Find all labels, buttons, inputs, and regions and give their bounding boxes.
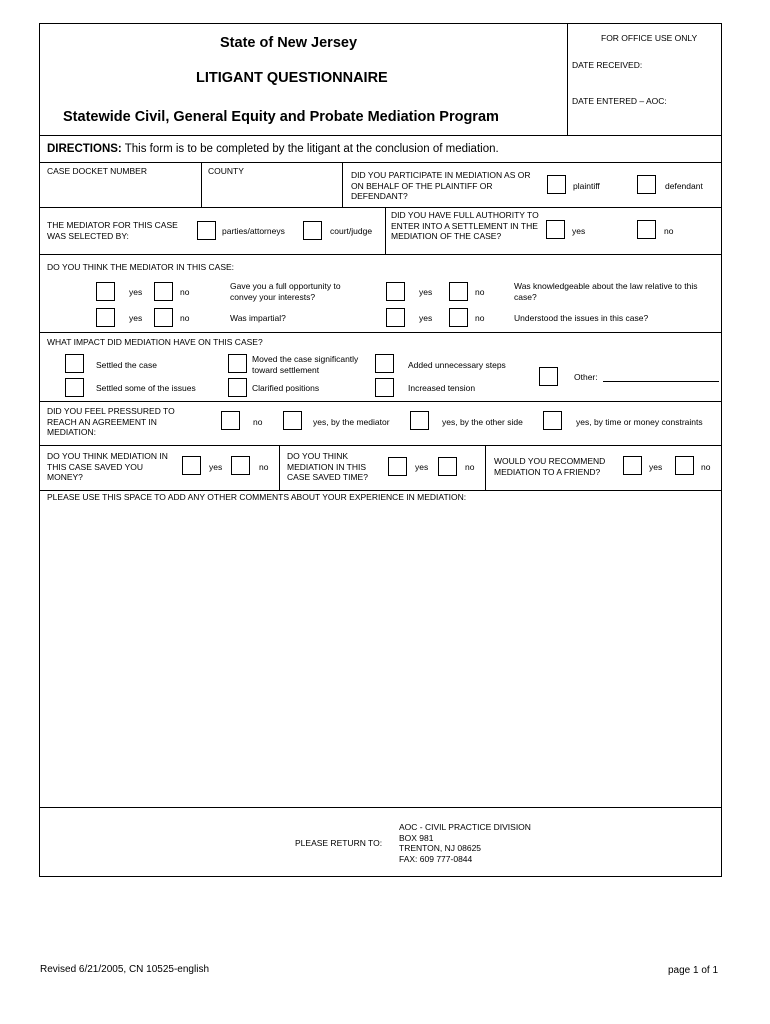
understood-yes-checkbox[interactable] (386, 308, 405, 327)
pressure-no-checkbox[interactable] (221, 411, 240, 430)
saved-money-no-label: no (259, 462, 269, 472)
recommend-no-checkbox[interactable] (675, 456, 694, 475)
no-label: no (475, 313, 485, 323)
divider (40, 135, 721, 136)
directions-label: DIRECTIONS: (47, 143, 122, 155)
no-label: no (180, 287, 190, 297)
pressure-mediator-checkbox[interactable] (283, 411, 302, 430)
directions-text: This form is to be completed by the litigant at the conclusion of mediation. (121, 143, 499, 155)
pressure-question: DID YOU FEEL PRESSURED TO REACH AN AGREEMENT IN MEDIATION: (47, 406, 175, 437)
recommend-no-label: no (701, 462, 711, 472)
divider (40, 401, 721, 402)
yes-label: yes (129, 287, 143, 297)
authority-no-label: no (664, 226, 674, 236)
recommend-question: WOULD YOU RECOMMEND MEDIATION TO A FRIEND? (494, 456, 606, 477)
case-docket-field[interactable] (44, 178, 195, 203)
divider (40, 207, 721, 208)
form-title: LITIGANT QUESTIONNAIRE (196, 70, 388, 86)
saved-time-yes-label: yes (415, 462, 429, 472)
office-divider (567, 24, 568, 135)
yes-label: yes (129, 313, 143, 323)
pressure-mediator-label: yes, by the mediator (313, 417, 390, 427)
settled-case-label: Settled the case (96, 360, 157, 370)
directions (47, 143, 499, 155)
return-line-4: FAX: 609 777-0844 (399, 853, 473, 864)
knowledgeable-no-checkbox[interactable] (449, 282, 468, 301)
saved-time-question: DO YOU THINK MEDIATION IN THIS CASE SAVED TIME? (287, 451, 368, 482)
settled-case-checkbox[interactable] (65, 354, 84, 373)
program-title: Statewide Civil, General Equity and Probate Mediation Program (63, 109, 499, 125)
return-address (399, 822, 531, 864)
moved-case-label: Moved the case significantly toward settlement (252, 354, 359, 375)
participate-question: DID YOU PARTICIPATE IN MEDIATION AS OR ON BEHALF OF THE PLAINTIFF OR DEFENDANT? (351, 170, 531, 201)
saved-time-no-checkbox[interactable] (438, 457, 457, 476)
plaintiff-label: plaintiff (573, 181, 600, 191)
pressure-constraints-label: yes, by time or money constraints (576, 417, 703, 427)
return-line-3: TRENTON, NJ 08625 (399, 843, 482, 853)
full-opportunity-yes-checkbox[interactable] (96, 282, 115, 301)
defendant-label: defendant (665, 181, 703, 191)
settled-some-checkbox[interactable] (65, 378, 84, 397)
county-label: COUNTY (208, 166, 244, 176)
questionnaire-form (39, 23, 722, 877)
clarified-positions-checkbox[interactable] (228, 378, 247, 397)
full-opportunity-no-checkbox[interactable] (154, 282, 173, 301)
divider (40, 162, 721, 163)
court-judge-label: court/judge (330, 226, 373, 236)
authority-yes-label: yes (572, 226, 586, 236)
date-received-label: DATE RECEIVED: (572, 60, 643, 70)
page-number: page 1 of 1 (668, 965, 719, 976)
pressure-no-label: no (253, 417, 263, 427)
parties-attorneys-label: parties/attorneys (222, 226, 285, 236)
moved-case-checkbox[interactable] (228, 354, 247, 373)
other-impact-field[interactable] (603, 381, 719, 382)
saved-money-no-checkbox[interactable] (231, 456, 250, 475)
yes-label: yes (419, 287, 433, 297)
defendant-checkbox[interactable] (637, 175, 656, 194)
understood-question: Understood the issues in this case? (514, 313, 649, 323)
no-label: no (180, 313, 190, 323)
divider (279, 445, 280, 490)
no-label: no (475, 287, 485, 297)
divider (40, 490, 721, 491)
understood-no-checkbox[interactable] (449, 308, 468, 327)
saved-time-yes-checkbox[interactable] (388, 457, 407, 476)
pressure-other-side-checkbox[interactable] (410, 411, 429, 430)
authority-yes-checkbox[interactable] (546, 220, 565, 239)
county-field[interactable] (205, 178, 335, 203)
impartial-no-checkbox[interactable] (154, 308, 173, 327)
divider (342, 162, 343, 207)
pressure-constraints-checkbox[interactable] (543, 411, 562, 430)
revision-note: Revised 6/21/2005, CN 10525-english (40, 964, 209, 975)
saved-money-yes-checkbox[interactable] (182, 456, 201, 475)
full-opportunity-question: Gave you a full opportunity to convey your interests? (230, 281, 341, 302)
divider (40, 445, 721, 446)
date-entered-label: DATE ENTERED – AOC: (572, 96, 667, 106)
increased-tension-checkbox[interactable] (375, 378, 394, 397)
knowledgeable-question: Was knowledgeable about the law relative to this case? (514, 281, 698, 302)
court-judge-checkbox[interactable] (303, 221, 322, 240)
comments-label: PLEASE USE THIS SPACE TO ADD ANY OTHER COMMENTS ABOUT YOUR EXPERIENCE IN MEDIATION: (47, 492, 467, 502)
divider (40, 254, 721, 255)
return-line-2: BOX 981 (399, 832, 434, 843)
selected-by-question: THE MEDIATOR FOR THIS CASE WAS SELECTED BY: (47, 220, 178, 241)
unnecessary-steps-label: Added unnecessary steps (408, 360, 506, 370)
recommend-yes-checkbox[interactable] (623, 456, 642, 475)
settled-some-label: Settled some of the issues (96, 383, 196, 393)
mediator-heading: DO YOU THINK THE MEDIATOR IN THIS CASE: (47, 262, 235, 272)
authority-no-checkbox[interactable] (637, 220, 656, 239)
state-heading: State of New Jersey (220, 35, 358, 51)
other-impact-label: Other: (574, 372, 598, 382)
clarified-positions-label: Clarified positions (252, 383, 320, 393)
impartial-yes-checkbox[interactable] (96, 308, 115, 327)
divider (485, 445, 486, 490)
comments-area[interactable] (44, 506, 717, 806)
saved-money-yes-label: yes (209, 462, 223, 472)
divider (40, 807, 721, 808)
recommend-yes-label: yes (649, 462, 663, 472)
return-label: PLEASE RETURN TO: (295, 838, 383, 848)
other-impact-checkbox[interactable] (539, 367, 558, 386)
authority-question: DID YOU HAVE FULL AUTHORITY TO ENTER INTO A SETTLEMENT IN THE MEDIATION OF THE CASE? (391, 210, 539, 241)
impartial-question: Was impartial? (230, 313, 286, 323)
case-docket-label: CASE DOCKET NUMBER (47, 166, 147, 176)
divider (201, 162, 202, 207)
parties-attorneys-checkbox[interactable] (197, 221, 216, 240)
divider (40, 332, 721, 333)
yes-label: yes (419, 313, 433, 323)
saved-money-question: DO YOU THINK MEDIATION IN THIS CASE SAVED YOU MONEY? (47, 451, 168, 482)
plaintiff-checkbox[interactable] (547, 175, 566, 194)
knowledgeable-yes-checkbox[interactable] (386, 282, 405, 301)
impact-heading: WHAT IMPACT DID MEDIATION HAVE ON THIS CASE? (47, 337, 263, 347)
return-line-1: AOC - CIVIL PRACTICE DIVISION (399, 822, 531, 832)
increased-tension-label: Increased tension (408, 383, 476, 393)
office-use-label: FOR OFFICE USE ONLY (601, 33, 698, 43)
pressure-other-side-label: yes, by the other side (442, 417, 523, 427)
saved-time-no-label: no (465, 462, 475, 472)
unnecessary-steps-checkbox[interactable] (375, 354, 394, 373)
divider (385, 207, 386, 254)
